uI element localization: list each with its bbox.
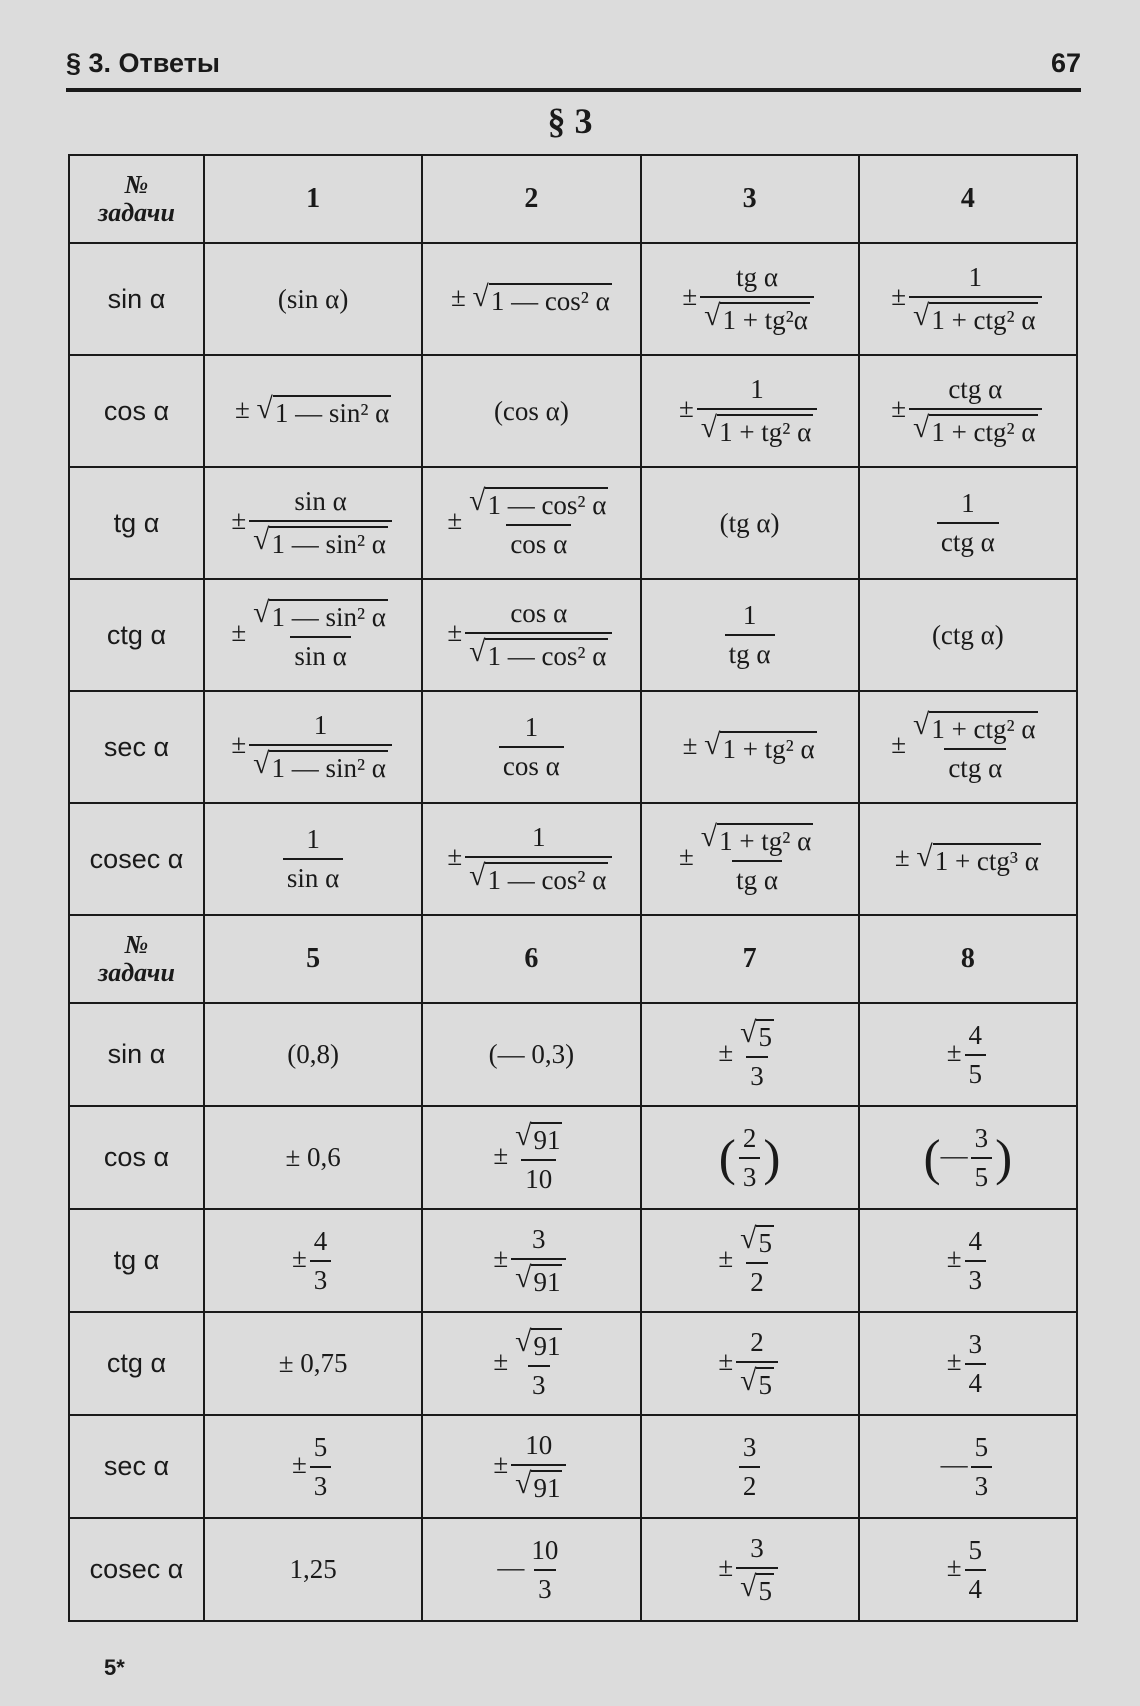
fraction	[310, 1226, 332, 1296]
answer-cell	[422, 1518, 640, 1621]
fraction: √ 5 2	[740, 1222, 772, 1297]
row-label: sec α	[69, 1415, 204, 1518]
numerator: 3	[742, 1431, 757, 1462]
problem-number-label	[69, 155, 204, 243]
sign: ±	[891, 393, 907, 424]
denominator: 1 — cos² α	[485, 862, 608, 896]
numerator: 1	[961, 488, 975, 518]
problem-label: задачи	[98, 958, 175, 987]
sign: ±	[946, 1242, 962, 1273]
answer-cell	[422, 691, 640, 803]
fraction: 3 √ 5	[736, 1533, 778, 1607]
problem-number: 6	[422, 915, 640, 1003]
table-row	[69, 1003, 1077, 1106]
denominator: 5	[756, 1573, 774, 1607]
sign: ±	[718, 1345, 734, 1376]
denominator: 3	[965, 1260, 987, 1296]
sign: ±	[234, 393, 250, 424]
answer-cell	[422, 467, 640, 579]
answer-cell	[641, 1003, 859, 1106]
answer-cell: (cos α)	[422, 355, 640, 467]
fraction: √ 91 3	[515, 1325, 561, 1400]
numerator: 10	[531, 1534, 559, 1565]
sign: —	[940, 1448, 968, 1479]
sign: ±	[291, 1448, 307, 1479]
denominator: sin α	[290, 636, 350, 672]
problem-number: 8	[859, 915, 1077, 1003]
numerator: 5	[756, 1019, 774, 1053]
fraction: √ 1 + ctg² α ctg α	[913, 709, 1036, 783]
sign: ±	[231, 729, 247, 760]
numerator: cos α	[510, 598, 568, 628]
problem-number: 1	[204, 155, 422, 243]
sign: ±	[447, 505, 463, 536]
sign: ±	[231, 505, 247, 536]
numerator: 3	[532, 1223, 546, 1254]
numerator: 5	[974, 1431, 989, 1462]
sign: ±	[493, 1139, 509, 1170]
fraction	[971, 1123, 993, 1193]
sign: ±	[891, 281, 907, 312]
numerator: 1	[532, 822, 546, 852]
table-row	[69, 1518, 1077, 1621]
answer-cell	[204, 355, 422, 467]
square-root: √ 1 — sin² α	[256, 392, 390, 428]
denominator: 91	[531, 1470, 562, 1504]
answer-cell	[641, 1415, 859, 1518]
sign: ±	[891, 729, 907, 760]
denominator: 5	[965, 1054, 987, 1090]
fraction: 1 √ 1 + tg² α	[697, 374, 818, 448]
answer-cell	[204, 467, 422, 579]
answer-cell	[859, 1312, 1077, 1415]
number-sign: №	[124, 930, 149, 959]
sign: ±	[682, 729, 698, 760]
denominator: tg α	[725, 634, 775, 670]
number-sign: №	[124, 170, 149, 199]
denominator: 1 — sin² α	[269, 750, 388, 784]
fraction	[965, 1535, 987, 1605]
answer-cell: (— $\frac{3}{5}$ )	[859, 1106, 1077, 1209]
radicand: 1 — sin² α	[273, 395, 392, 429]
problem-number: 5	[204, 915, 422, 1003]
answer-cell	[204, 1209, 422, 1312]
answer-cell	[422, 803, 640, 915]
denominator: cos α	[499, 746, 564, 782]
denominator: 3	[971, 1466, 993, 1502]
numerator: 1	[524, 712, 539, 742]
numerator: 5	[313, 1431, 328, 1462]
sign: ±	[718, 1551, 734, 1582]
table-row	[69, 803, 1077, 915]
numerator: 1 + tg² α	[717, 823, 813, 857]
table-row	[69, 691, 1077, 803]
denominator: 1 — sin² α	[269, 526, 388, 560]
denominator: 3	[528, 1365, 550, 1401]
answer-cell: (0,8)	[204, 1003, 422, 1106]
numerator: 91	[531, 1122, 562, 1156]
fraction	[965, 1329, 987, 1399]
denominator: 2	[739, 1466, 761, 1502]
table-row	[69, 1312, 1077, 1415]
sign: ±	[447, 617, 463, 648]
fraction: sin α √ 1 — sin² α	[249, 486, 392, 560]
answer-cell	[859, 467, 1077, 579]
row-label: cosec α	[69, 1518, 204, 1621]
numerator: ctg α	[948, 374, 1003, 404]
answer-cell	[422, 1106, 640, 1209]
problem-number: 7	[641, 915, 859, 1003]
answer-cell: 1,25	[204, 1518, 422, 1621]
sign: ±	[682, 281, 698, 312]
sign: ±	[946, 1345, 962, 1376]
numerator: 5	[968, 1534, 983, 1565]
sign: ±	[678, 841, 694, 872]
answer-cell: (tg α)	[641, 467, 859, 579]
running-head-title: § 3. Ответы	[66, 48, 220, 78]
sign: ±	[718, 1036, 734, 1067]
row-label: ctg α	[69, 1312, 204, 1415]
answer-cell: (— 0,3)	[422, 1003, 640, 1106]
numerator: 4	[968, 1019, 983, 1050]
table-header-row	[69, 915, 1077, 1003]
row-label: tg α	[69, 467, 204, 579]
sign: ±	[447, 841, 463, 872]
answer-cell: (ctg α)	[859, 579, 1077, 691]
answer-cell	[204, 1415, 422, 1518]
numerator: 1 + ctg² α	[929, 711, 1037, 745]
square-root: √ 1 + tg² α	[704, 728, 815, 764]
answer-cell: ( $\frac{2}{3}$ )	[641, 1106, 859, 1209]
problem-number: 3	[641, 155, 859, 243]
denominator: 5	[756, 1367, 774, 1401]
fraction	[965, 1020, 987, 1090]
answer-cell	[859, 1518, 1077, 1621]
sign: ±	[493, 1242, 509, 1273]
answer-cell	[859, 1209, 1077, 1312]
sign: —	[497, 1551, 525, 1582]
numerator: 5	[756, 1225, 774, 1259]
fraction: √ 91 10	[515, 1119, 561, 1194]
fraction: √ 1 — cos² α cos α	[469, 485, 607, 559]
sign: ±	[678, 393, 694, 424]
fraction: √ 1 — sin² α sin α	[253, 597, 386, 671]
denominator: 4	[965, 1569, 987, 1605]
table-row	[69, 243, 1077, 355]
answer-cell	[422, 1312, 640, 1415]
fraction	[739, 1123, 761, 1193]
answer-cell	[204, 803, 422, 915]
answer-cell	[641, 1209, 859, 1312]
page-number: 67	[1050, 48, 1081, 78]
fraction: 3 √ 91	[511, 1224, 566, 1298]
denominator: 3	[739, 1157, 761, 1193]
numerator: 1	[750, 374, 764, 404]
fraction	[725, 600, 775, 670]
fraction: tg α √ 1 + tg²α	[700, 262, 814, 336]
numerator: 2	[742, 1122, 757, 1153]
fraction	[283, 824, 343, 894]
table-header-row	[69, 155, 1077, 243]
problem-label: задачи	[98, 198, 175, 227]
sign: —	[940, 1139, 968, 1170]
sign: ±	[946, 1036, 962, 1067]
denominator: 1 + ctg² α	[929, 414, 1037, 448]
denominator: 5	[971, 1157, 993, 1193]
fraction	[527, 1535, 562, 1605]
numerator: 1	[313, 710, 328, 740]
problem-number-label	[69, 915, 204, 1003]
row-label: tg α	[69, 1209, 204, 1312]
fraction: cos α √ 1 — cos² α	[465, 598, 612, 672]
numerator: 1	[968, 262, 983, 292]
numerator: 2	[750, 1326, 764, 1357]
row-label: cos α	[69, 355, 204, 467]
sign: ±	[450, 281, 466, 312]
table-row	[69, 1209, 1077, 1312]
answer-cell	[204, 691, 422, 803]
numerator: 1	[742, 600, 757, 630]
sign: ±	[493, 1448, 509, 1479]
denominator: 1 + tg²α	[720, 302, 809, 336]
signature-mark: 5*	[104, 1655, 125, 1680]
square-root: √ 1 + ctg³ α	[916, 840, 1039, 876]
numerator: 10	[525, 1429, 553, 1460]
answer-cell	[641, 1518, 859, 1621]
answer-cell	[641, 691, 859, 803]
fraction	[937, 488, 999, 558]
answer-cell	[641, 355, 859, 467]
denominator: 4	[965, 1363, 987, 1399]
sign: ±	[231, 617, 247, 648]
numerator: 3	[974, 1122, 989, 1153]
table-row	[69, 1106, 1077, 1209]
header-rule	[66, 88, 1081, 92]
denominator: ctg α	[944, 748, 1006, 784]
sign: ±	[493, 1345, 509, 1376]
table-row	[69, 355, 1077, 467]
fraction	[971, 1432, 993, 1502]
denominator: 1 + ctg² α	[929, 302, 1037, 336]
numerator: 4	[313, 1225, 328, 1256]
numerator: 3	[750, 1532, 764, 1563]
answer-cell: ± 0,6	[204, 1106, 422, 1209]
answer-cell	[641, 1312, 859, 1415]
problem-number: 2	[422, 155, 640, 243]
denominator: 3	[746, 1056, 768, 1092]
numerator: 4	[968, 1225, 983, 1256]
fraction: 1 √ 1 + ctg² α	[909, 262, 1042, 336]
radicand: 1 + tg² α	[720, 731, 816, 765]
fraction: √ 5 3	[740, 1016, 772, 1091]
answer-cell	[422, 1415, 640, 1518]
numerator: 91	[531, 1328, 562, 1362]
sign: ±	[946, 1551, 962, 1582]
denominator: sin α	[283, 858, 343, 894]
row-label: sin α	[69, 243, 204, 355]
denominator: 91	[531, 1264, 562, 1298]
denominator: 2	[746, 1262, 768, 1298]
fraction: 10 √ 91	[511, 1430, 566, 1504]
answer-cell	[641, 579, 859, 691]
numerator: sin α	[294, 486, 347, 516]
answer-cell	[422, 243, 640, 355]
square-root: √ 1 — cos² α	[472, 280, 610, 316]
fraction: 1 √ 1 — cos² α	[465, 822, 612, 896]
denominator: 1 — cos² α	[485, 638, 608, 672]
fraction	[965, 1226, 987, 1296]
denominator: 3	[310, 1260, 332, 1296]
answer-cell: (sin α)	[204, 243, 422, 355]
row-label: sin α	[69, 1003, 204, 1106]
denominator: 10	[521, 1159, 556, 1195]
fraction	[499, 712, 564, 782]
row-label: ctg α	[69, 579, 204, 691]
answer-cell	[422, 1209, 640, 1312]
answer-cell	[859, 355, 1077, 467]
fraction: 1 √ 1 — sin² α	[249, 710, 392, 784]
answer-cell	[859, 803, 1077, 915]
answers-table	[68, 154, 1078, 1622]
sign: ±	[291, 1242, 307, 1273]
numerator: 1 — sin² α	[269, 599, 388, 633]
section-title: § 3	[547, 101, 593, 141]
fraction	[739, 1432, 761, 1502]
answer-cell	[859, 243, 1077, 355]
denominator: cos α	[506, 524, 571, 560]
table-row	[69, 579, 1077, 691]
table-row	[69, 1415, 1077, 1518]
answer-cell	[641, 803, 859, 915]
answer-cell	[422, 579, 640, 691]
row-label: cosec α	[69, 803, 204, 915]
numerator: 3	[968, 1328, 983, 1359]
answer-cell	[859, 691, 1077, 803]
fraction: √ 1 + tg² α tg α	[700, 821, 812, 895]
sign: ±	[718, 1242, 734, 1273]
numerator: 1	[306, 824, 320, 854]
numerator: 1 — cos² α	[485, 487, 608, 521]
fraction: ctg α √ 1 + ctg² α	[909, 374, 1042, 448]
radicand: 1 + ctg³ α	[933, 843, 1041, 877]
running-head	[66, 44, 1081, 84]
answer-cell: ± 0,75	[204, 1312, 422, 1415]
answer-cell	[859, 1415, 1077, 1518]
denominator: 3	[534, 1569, 556, 1605]
row-label: cos α	[69, 1106, 204, 1209]
answer-cell	[859, 1003, 1077, 1106]
fraction: 2 √ 5	[736, 1327, 778, 1401]
fraction	[310, 1432, 332, 1502]
denominator: 3	[310, 1466, 332, 1502]
denominator: 1 + tg² α	[717, 414, 813, 448]
sign: ±	[894, 841, 910, 872]
denominator: tg α	[732, 860, 782, 896]
problem-number: 4	[859, 155, 1077, 243]
denominator: ctg α	[937, 522, 999, 558]
answer-cell	[204, 579, 422, 691]
row-label: sec α	[69, 691, 204, 803]
radicand: 1 — cos² α	[489, 283, 612, 317]
table-row	[69, 467, 1077, 579]
answer-cell	[641, 243, 859, 355]
numerator: tg α	[736, 262, 778, 292]
